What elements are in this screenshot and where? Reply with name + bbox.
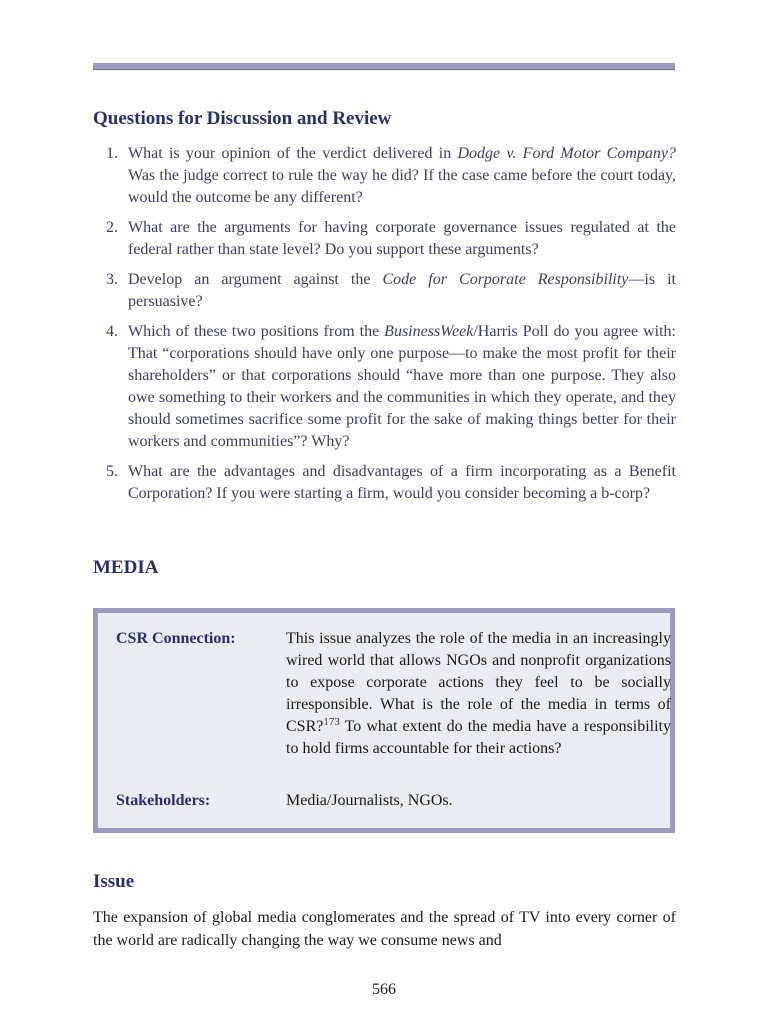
page-number: 566 (372, 981, 396, 998)
question-text: What is your opinion of the verdict delivered in Dodge v. Ford Motor Company? Was the judge correct to rule the way he did? If the case came before the court today, would the outcome be any different? (128, 145, 676, 206)
media-heading: MEDIA (93, 557, 159, 578)
question-number: 4. (106, 323, 118, 340)
question-item (93, 321, 676, 453)
question-number: 3. (106, 271, 118, 288)
issue-body: The expansion of global media conglomerates and the spread of TV into every corner of the world are radically changing the way we consume news and (93, 909, 676, 949)
questions-list (93, 143, 676, 513)
question-item (93, 461, 676, 505)
stakeholders-label: Stakeholders: (116, 792, 211, 809)
question-text: Develop an argument against the Code for Corporate Responsibility—is it persuasive? (128, 271, 676, 310)
csr-connection-label: CSR Connection: (116, 630, 236, 647)
questions-heading: Questions for Discussion and Review (93, 108, 392, 129)
question-text: Which of these two positions from the BusinessWeek/Harris Poll do you agree with: That “corporations should have only one purpose—to make the most profit for their shareholders” or that corporations should “have more than one purpose. They also owe something to their workers and the communities in which they operate, and they should sometimes sacrifice some profit for the sake of making things better for their workers and communities”? Why? (128, 323, 676, 450)
top-rule (93, 63, 675, 70)
question-item (93, 143, 676, 209)
question-text: What are the advantages and disadvantages of a firm incorporating as a Benefit Corporation? If you were starting a firm, would you consider becoming a b-corp? (128, 463, 676, 502)
question-item (93, 217, 676, 261)
question-number: 1. (106, 145, 118, 162)
footnote-marker: 173 (323, 716, 340, 728)
stakeholders-text: Media/Journalists, NGOs. (286, 792, 453, 809)
csr-connection-text: This issue analyzes the role of the media in an increasingly wired world that allows NGOs and nonprofit organizations to expose corporate actions they feel to be socially irresponsible. What is the role of the media in terms of CSR?$^{173}$ To what extent do the media have a responsibility to hold firms accountable for their actions? (286, 630, 671, 757)
question-number: 2. (106, 219, 118, 236)
question-number: 5. (106, 463, 118, 480)
issue-heading: Issue (93, 871, 135, 892)
question-item (93, 269, 676, 313)
csr-box (93, 608, 675, 833)
question-text: What are the arguments for having corporate governance issues regulated at the federal rather than state level? Do you support these arguments? (128, 219, 676, 258)
